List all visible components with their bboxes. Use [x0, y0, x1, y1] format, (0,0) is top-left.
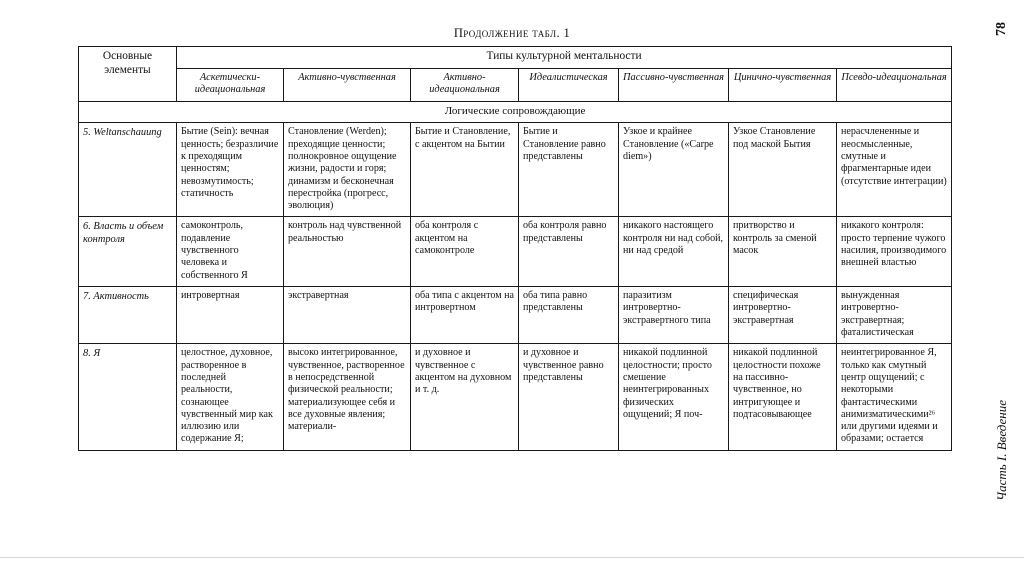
continuation-table	[78, 46, 952, 451]
column-header-1: Аскетически-идеациональная	[177, 68, 284, 101]
row-label-6: 6. Власть и объем контроля	[79, 217, 177, 287]
row-6-cell-5: никакого настоящего контроля ни над собой, ни над средой	[619, 217, 729, 287]
row-8-cell-4: и духовное и чувственное равно представлены	[519, 344, 619, 451]
section-band-label: Логические сопровождающие	[79, 101, 952, 122]
row-6-cell-7: никакого контроля: просто терпение чужого насилия, производимого внешней властью	[837, 217, 952, 287]
row-7-cell-3: оба типа с акцентом на интровертном	[411, 287, 519, 344]
row-8-cell-1: целостное, духовное, растворенное в последней реальности, сознающее чувственный мир как иллюзию или содержание Я;	[177, 344, 284, 451]
column-header-6: Цинично-чувственная	[729, 68, 837, 101]
row-7-cell-5: паразитизм интровертно-экстравертного типа	[619, 287, 729, 344]
running-head: Продолжение табл. 1	[453, 26, 571, 40]
table-row	[79, 287, 952, 344]
row-5-cell-5: Узкое и крайнее Становление («Carpe diem»)	[619, 123, 729, 217]
row-label-5: 5. Weltanschauung	[79, 123, 177, 217]
row-5-cell-7: нерасчлененные и неосмысленные, смутные и фрагментарные идеи (отсутствие интеграции)	[837, 123, 952, 217]
row-6-cell-1: самоконтроль, подавление чувственного человека и собственного Я	[177, 217, 284, 287]
row-6-cell-2: контроль над чувственной реальностью	[284, 217, 411, 287]
row-8-cell-2: высоко интегрированное, чувственное, растворенное в непосредственной физической реальности; материализующее себя и все духовные явления; материали-	[284, 344, 411, 451]
page-bottom-edge	[0, 557, 1024, 574]
column-header-7: Псевдо-идеациональная	[837, 68, 952, 101]
column-header-2: Активно-чувственная	[284, 68, 411, 101]
row-7-cell-2: экстравертная	[284, 287, 411, 344]
row-label-7: 7. Активность	[79, 287, 177, 344]
row-6-cell-6: притворство и контроль за сменой масок	[729, 217, 837, 287]
row-6-cell-4: оба контроля равно представлены	[519, 217, 619, 287]
table-row	[79, 217, 952, 287]
table-header-row-2	[79, 68, 952, 101]
table-container	[78, 46, 951, 451]
column-header-4: Идеалистическая	[519, 68, 619, 101]
row-6-cell-3: оба контроля с акцентом на самоконтроле	[411, 217, 519, 287]
row-label-8: 8. Я	[79, 344, 177, 451]
row-7-cell-7: вынужденная интровертно-экстравертная; фаталистическая	[837, 287, 952, 344]
row-8-cell-5: никакой подлинной целостности; просто смешение неинтегрированных физических ощущений; Я поч-	[619, 344, 729, 451]
row-8-cell-3: и духовное и чувственное с акцентом на духовном и т. д.	[411, 344, 519, 451]
row-5-cell-2: Становление (Werden); преходящие ценности; полнокровное ощущение жизни, радости и горя; динамизм и бесконечная перестройка (прогресс, эволюция)	[284, 123, 411, 217]
row-5-cell-4: Бытие и Становление равно представлены	[519, 123, 619, 217]
row-7-cell-6: специфическая интровертно-экстравертная	[729, 287, 837, 344]
side-running-title: Часть I. Введение	[994, 400, 1009, 501]
column-header-3: Активно-идеациональная	[411, 68, 519, 101]
row-8-cell-6: никакой подлинной целостности похоже на пассивно-чувственное, но интригующее и подтасовывающее	[729, 344, 837, 451]
section-band-row	[79, 101, 952, 122]
row-5-cell-3: Бытие и Становление, с акцентом на Бытии	[411, 123, 519, 217]
table-row	[79, 344, 952, 451]
corner-header: Основные элементы	[79, 47, 177, 102]
row-5-cell-1: Бытие (Sein): вечная ценность; безразличие к преходящим ценностям; невозмутимость; статичность	[177, 123, 284, 217]
row-8-cell-7: неинтегрированное Я, только как смутный центр ощущений; с некоторыми фантастическими анимизматическими²⁶ или другими идеями и образами; остается	[837, 344, 952, 451]
row-7-cell-1: интровертная	[177, 287, 284, 344]
row-7-cell-4: оба типа равно представлены	[519, 287, 619, 344]
column-header-5: Пассивно-чувственная	[619, 68, 729, 101]
group-header: Типы культурной ментальности	[177, 47, 952, 69]
table-row	[79, 123, 952, 217]
row-5-cell-6: Узкое Становление под маской Бытия	[729, 123, 837, 217]
page-number: 78	[994, 22, 1009, 36]
table-header-row-1	[79, 47, 952, 69]
